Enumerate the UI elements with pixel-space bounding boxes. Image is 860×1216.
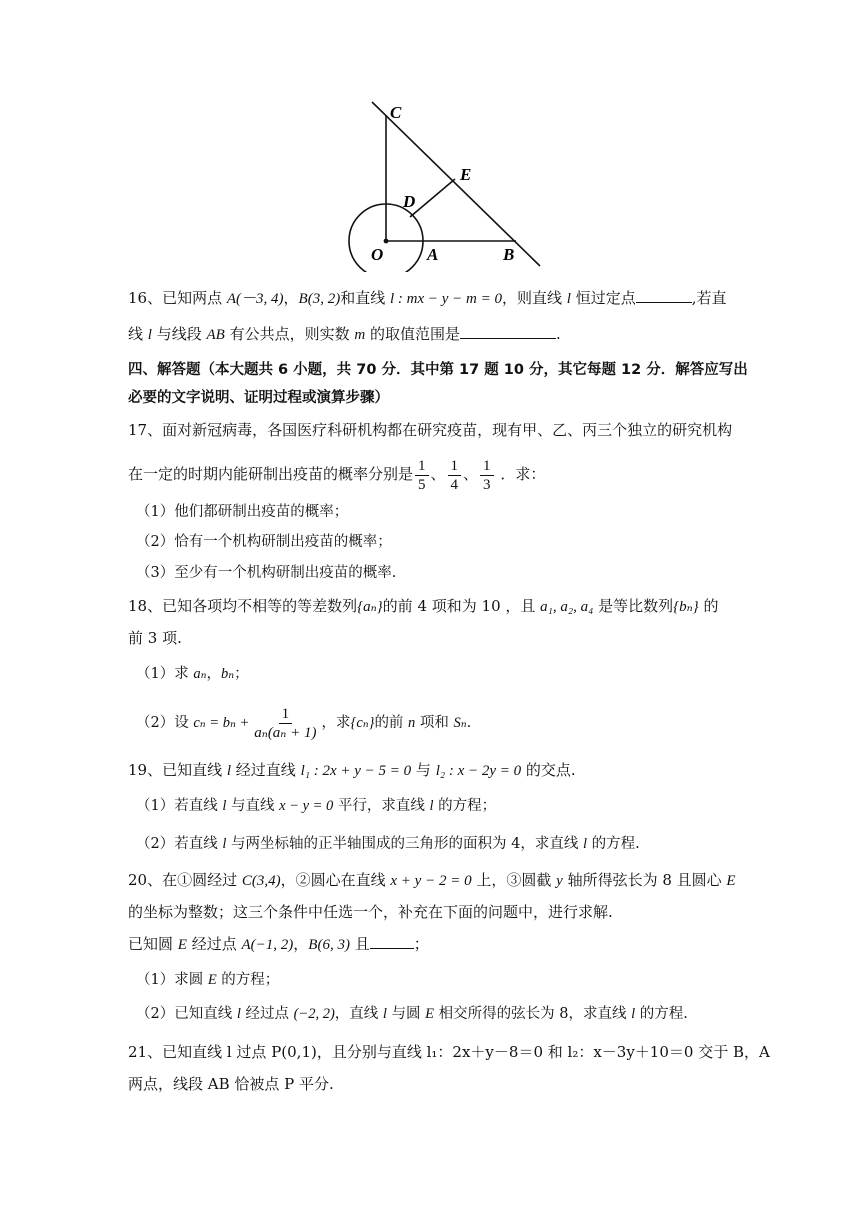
q20-line2: 的坐标为整数；这三个条件中任选一个，补充在下面的问题中，进行求解. [128, 903, 613, 921]
var-sn: Sₙ [453, 715, 467, 731]
var-e: E [726, 873, 736, 889]
q18-text: 的前 4 项和为 10 ，且 [382, 597, 541, 615]
q16-text: 和直线 [340, 289, 390, 307]
line-l1: l₁ : 2x + y − 5 = 0 [300, 763, 412, 779]
answer-blank-fixed-point[interactable] [636, 288, 692, 303]
var-l: l [147, 327, 152, 343]
segment-ab: AB [206, 327, 225, 343]
point-a: A(－3, 4) [226, 291, 284, 307]
label-B: B [503, 245, 515, 264]
label-D: D [403, 192, 416, 211]
label-A: A [427, 245, 439, 264]
q17-text: ．求： [495, 465, 546, 483]
q16-text: 16、已知两点 [128, 289, 227, 307]
point-b: B(3, 2) [298, 291, 341, 307]
q16-text: 有公共点，则实数 [224, 325, 355, 343]
terms-a1-a2-a4: a₁, a₂, a₄ [540, 599, 594, 615]
q20-part1: （1）求圆 E 的方程； [136, 972, 280, 988]
line-equation: l : mx − y − m = 0 [389, 291, 502, 307]
center-dot [384, 239, 389, 244]
answer-blank-range[interactable] [460, 324, 556, 339]
q16-end: . [556, 325, 561, 343]
q18-text: 是等比数列 [593, 597, 674, 615]
q16-line1 [128, 286, 727, 311]
formula-cn: cₙ = bₙ + [193, 715, 250, 731]
q17-sep: 、 [463, 465, 479, 483]
label-E: E [460, 165, 472, 184]
var-l: l [566, 291, 571, 307]
point-c: C(3,4) [241, 873, 281, 889]
q20-part2: （2）已知直线 l 经过点 (−2, 2)，直线 l 与圆 E 相交所得的弦长为 8，求直线 l 的方程. [136, 1006, 688, 1022]
q16-comma: ， [283, 289, 299, 307]
q18-text: 18、已知各项均不相等的等差数列 [128, 597, 358, 615]
line-center: x + y − 2 = 0 [390, 873, 472, 889]
q19-part1: （1）若直线 l 与直线 x − y = 0 平行，求直线 l 的方程； [136, 798, 497, 814]
answer-blank-condition[interactable] [370, 934, 414, 949]
seq-an: {aₙ} [357, 599, 383, 615]
q16-text: 与线段 [151, 325, 207, 343]
q17-text: 在一定的时期内能研制出疫苗的概率分别是 [128, 465, 414, 483]
q17-part3: （3）至少有一个机构研制出疫苗的概率. [136, 565, 397, 581]
q17-part1: （1）他们都研制出疫苗的概率； [136, 504, 349, 520]
q17-sep: 、 [430, 465, 446, 483]
fraction-1-5: $\frac{1}{5}$ [415, 457, 429, 494]
q17-line1: 17、面对新冠病毒，各国医疗科研机构都在研究疫苗，现有甲、乙、丙三个独立的研究机构 [128, 421, 733, 439]
var-n: n [408, 715, 416, 731]
var-an: aₙ [193, 666, 207, 682]
q16-text: ,若直 [691, 289, 727, 307]
seq-cn: {cₙ} [350, 715, 375, 731]
geometry-figure [340, 96, 550, 272]
q20-line1: 20、在①圆经过 C(3,4)，②圆心在直线 x + y − 2 = 0 上，③圆截 y 轴所得弦长为 8 且圆心 E [128, 871, 736, 889]
fraction-1-4: $\frac{1}{4}$ [448, 457, 462, 494]
fraction-1-3: $\frac{1}{3}$ [480, 457, 494, 494]
q16-text: 的取值范围是 [365, 325, 460, 343]
q21-line2: 两点，线段 AB 恰被点 P 平分. [128, 1075, 334, 1093]
section-heading-cont: 必要的文字说明、证明过程或演算步骤） [128, 390, 389, 406]
q17-part2: （2）恰有一个机构研制出疫苗的概率； [136, 534, 392, 550]
label-C: C [390, 103, 402, 122]
fraction-cn: $\frac{1}{\text{aₙ(aₙ + 1)}}$ [254, 705, 317, 741]
q21-line1: 21、已知直线 l 过点 P(0,1)，且分别与直线 l₁：2x＋y－8＝0 和 l₂：x－3y＋10＝0 交于 B，A [128, 1043, 770, 1061]
point-minus2-2: (−2, 2) [293, 1006, 335, 1022]
q19-line1: 19、已知直线 l 经过直线 l₁ : 2x + y − 5 = 0 与 l₂ : x − 2y = 0 的交点. [128, 761, 576, 779]
q18-line1 [128, 594, 718, 619]
q18-text: 的 [698, 597, 719, 615]
line-l2: l₂ : x − 2y = 0 [435, 763, 522, 779]
point-a: A(−1, 2) [241, 937, 294, 953]
q17-line2 [128, 452, 545, 496]
var-bn: bₙ [220, 666, 235, 682]
label-O: O [371, 245, 384, 264]
section-heading: 四、解答题（本大题共 6 小题，共 70 分．其中第 17 题 10 分，其它每题 12 分．解答应写出 [128, 362, 748, 378]
q18-line2: 前 3 项. [128, 629, 182, 647]
var-y: y [556, 873, 563, 889]
q16-text: ，则直线 [501, 289, 567, 307]
q18-part1: （1）求 aₙ，bₙ； [136, 666, 249, 682]
q16-text: 线 [128, 325, 148, 343]
var-m: m [354, 327, 366, 343]
point-b: B(6, 3) [308, 937, 350, 953]
q19-part2: （2）若直线 l 与两坐标轴的正半轴围成的三角形的面积为 4，求直线 l 的方程. [136, 836, 640, 852]
var-l: l [226, 763, 232, 779]
line-x-minus-y: x − y = 0 [279, 798, 334, 814]
q18-part2: （2）设 cₙ = bₙ + $\frac{1}{\text{aₙ(aₙ + 1)}}$ ，求{cₙ}的前 n 项和 Sₙ. [136, 705, 472, 741]
q16-line2 [128, 322, 561, 347]
line-DE [410, 179, 455, 217]
q16-text: 恒过定点 [570, 289, 636, 307]
seq-bn: {bₙ} [673, 599, 699, 615]
q20-line3: 已知圆 E 经过点 A(−1, 2)，B(6, 3) 且 ； [128, 935, 429, 953]
